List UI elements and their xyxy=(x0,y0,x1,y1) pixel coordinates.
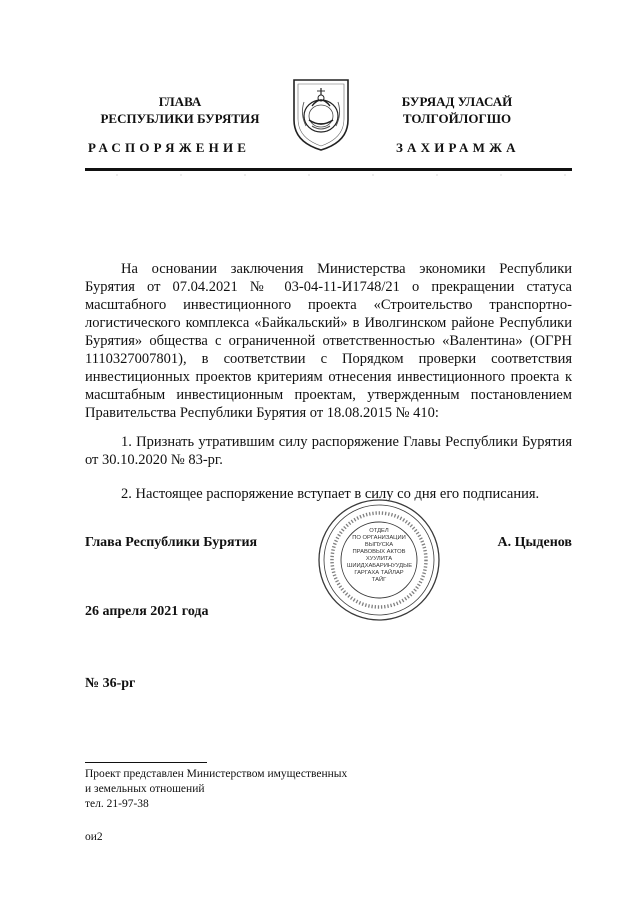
footnote-divider xyxy=(85,762,207,763)
signatory-name: А. Цыденов xyxy=(497,535,572,550)
official-stamp xyxy=(317,498,441,622)
stamp-line: ХУУЛИТА xyxy=(365,556,393,562)
stamp-line: ВЫПУСКА xyxy=(364,542,394,548)
stamp-line: ШИИДХАБАРИНУУДЫЕ xyxy=(347,563,413,569)
stamp-line: ОТДЕЛ xyxy=(369,528,389,534)
header-left-line2: РЕСПУБЛИКИ БУРЯТИЯ xyxy=(100,111,260,126)
stamp-line: ПРАВОВЫХ АКТОВ xyxy=(352,549,406,555)
footnote-line2: и земельных отношений xyxy=(85,783,205,795)
footnote-line1: Проект представлен Министерством имущественных xyxy=(85,768,348,780)
stamp-line: ГАРГАХА ТАЙЛАР xyxy=(354,570,404,576)
doc-type-right: ЗАХИРАМЖА xyxy=(396,140,520,155)
header-right-line1: БУРЯАД УЛАСАЙ xyxy=(401,94,513,109)
item-1-paragraph: 1. Признать утратившим силу распоряжение Главы Республики Бурятия от 30.10.2020 № 83-рг. xyxy=(85,434,572,468)
header-right xyxy=(372,93,542,127)
header-left xyxy=(85,93,275,127)
footnote xyxy=(85,767,347,812)
doc-type-left: РАСПОРЯЖЕНИЕ xyxy=(88,140,251,155)
document-code: ои2 xyxy=(85,831,103,843)
header-left-line1: ГЛАВА xyxy=(158,94,202,109)
coat-of-arms-icon xyxy=(290,76,352,152)
footnote-phone: тел. 21-97-38 xyxy=(85,798,149,810)
header-divider xyxy=(85,168,572,171)
preamble-paragraph: На основании заключения Министерства экономики Республики Бурятия от 07.04.2021 № 03-04-11-И1748/21 о прекращении статуса масштабного инвестиционного проекта «Строительство транспортно-логистического комплекса «Байкальский» в Иволгинском районе Республики Бурятия» общества с ограниченной ответственностью «Валентина» (ОГРН 1110327007801), в соответствии с Порядком проверки соответствия инвестиционных проектов критериям отнесения инвестиционного проекта к масштабным инвестиционным проектам, утвержденным постановлением Правительства Республики Бурятия от 18.08.2015 № 410: xyxy=(85,261,572,421)
signatory-position: Глава Республики Бурятия xyxy=(85,535,258,550)
document-date: 26 апреля 2021 года xyxy=(85,604,209,619)
document-number: № 36-рг xyxy=(85,676,136,691)
stamp-inner-text xyxy=(347,528,411,584)
header-dotted-line xyxy=(85,174,572,176)
stamp-line: ПО ОРГАНИЗАЦИИ xyxy=(352,535,406,541)
item-2-paragraph: 2. Настоящее распоряжение вступает в силу со дня его подписания. xyxy=(121,486,540,502)
header-right-line2: ТОЛГОЙЛОГШО xyxy=(402,111,512,126)
stamp-line: ТАЙГ xyxy=(371,577,387,583)
